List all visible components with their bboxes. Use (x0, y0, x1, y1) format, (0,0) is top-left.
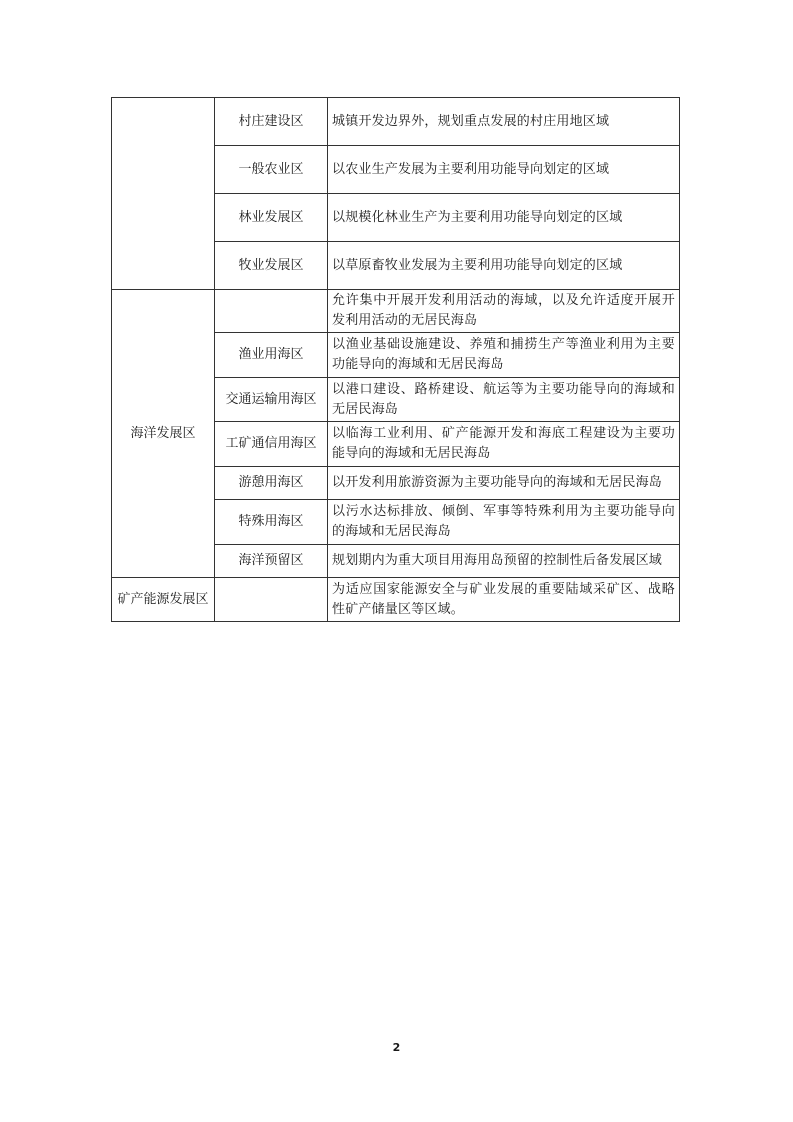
subcategory-cell: 一般农业区 (215, 146, 328, 194)
description-cell: 允许集中开展开发利用活动的海域，以及允许适度开展开发利用活动的无居民海岛 (328, 290, 680, 333)
description-cell: 以港口建设、路桥建设、航运等为主要功能导向的海域和无居民海岛 (328, 378, 680, 422)
description-cell: 以渔业基础设施建设、养殖和捕捞生产等渔业利用为主要功能导向的海域和无居民海岛 (328, 333, 680, 378)
description-cell: 为适应国家能源安全与矿业发展的重要陆域采矿区、战略性矿产储量区等区域。 (328, 578, 680, 622)
zoning-table (111, 97, 680, 622)
subcategory-cell: 游憩用海区 (215, 467, 328, 500)
subcategory-cell: 渔业用海区 (215, 333, 328, 378)
subcategory-cell (215, 290, 328, 333)
description-cell: 以污水达标排放、倾倒、军事等特殊利用为主要功能导向的海域和无居民海岛 (328, 500, 680, 545)
description-cell: 以草原畜牧业发展为主要利用功能导向划定的区域 (328, 242, 680, 290)
table-row (112, 98, 680, 146)
subcategory-cell (215, 578, 328, 622)
subcategory-cell: 特殊用海区 (215, 500, 328, 545)
description-cell: 城镇开发边界外，规划重点发展的村庄用地区域 (328, 98, 680, 146)
description-cell: 以开发利用旅游资源为主要功能导向的海域和无居民海岛 (328, 467, 680, 500)
table-row (112, 290, 680, 333)
description-cell: 以临海工业利用、矿产能源开发和海底工程建设为主要功能导向的海域和无居民海岛 (328, 422, 680, 467)
description-cell: 规划期内为重大项目用海用岛预留的控制性后备发展区域 (328, 545, 680, 578)
category-cell: 海洋发展区 (112, 290, 215, 578)
subcategory-cell: 海洋预留区 (215, 545, 328, 578)
subcategory-cell: 林业发展区 (215, 194, 328, 242)
page-number: 2 (392, 1041, 401, 1054)
category-cell: 矿产能源发展区 (112, 578, 215, 622)
subcategory-cell: 工矿通信用海区 (215, 422, 328, 467)
description-cell: 以农业生产发展为主要利用功能导向划定的区域 (328, 146, 680, 194)
subcategory-cell: 交通运输用海区 (215, 378, 328, 422)
subcategory-cell: 村庄建设区 (215, 98, 328, 146)
description-cell: 以规模化林业生产为主要利用功能导向划定的区域 (328, 194, 680, 242)
subcategory-cell: 牧业发展区 (215, 242, 328, 290)
category-cell-continued (112, 98, 215, 290)
table-row (112, 578, 680, 622)
